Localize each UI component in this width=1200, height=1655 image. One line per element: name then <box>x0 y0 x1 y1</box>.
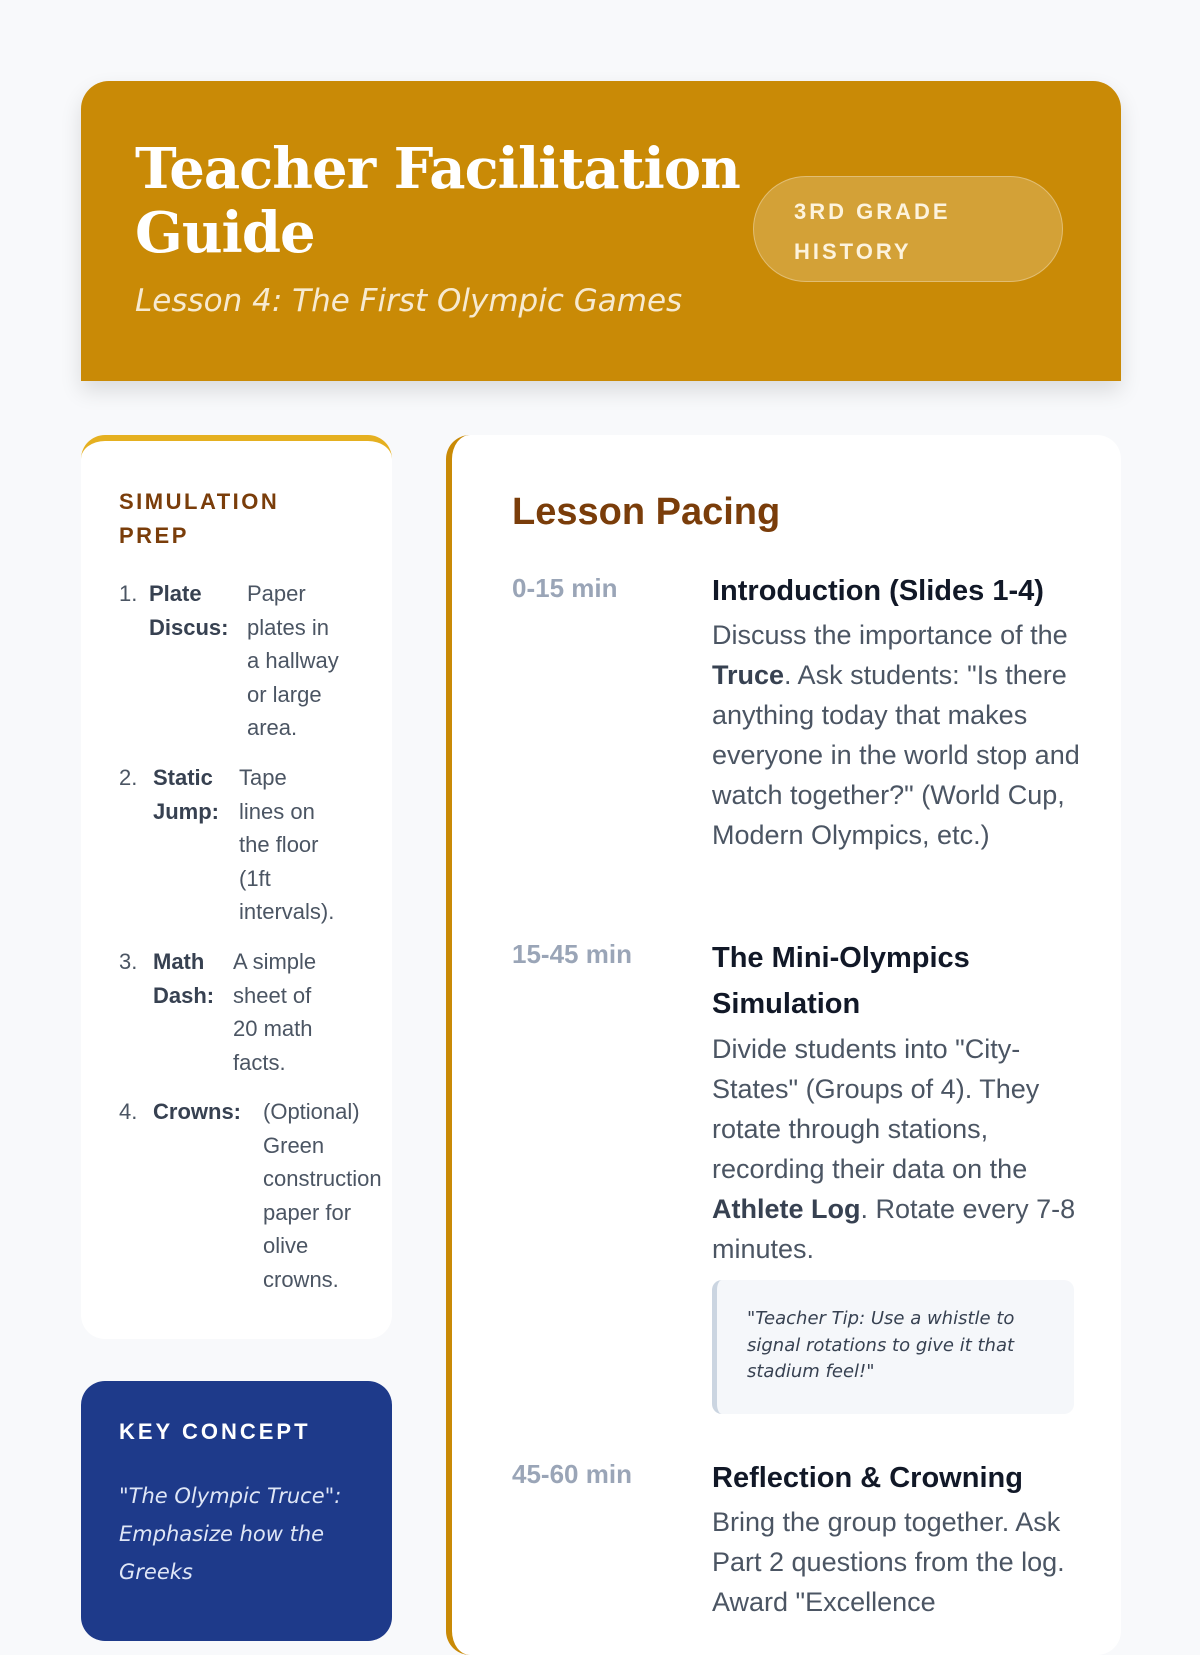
prep-item-desc-line: facts. <box>233 1049 286 1075</box>
page-title: Teacher Facilitation Guide <box>135 136 740 266</box>
prep-item-term-line: Static <box>153 765 213 790</box>
prep-item-desc-line: sheet of <box>233 982 312 1008</box>
pacing-title: Lesson Pacing <box>512 491 781 533</box>
step-desc-text: . Rotate every 7-8 minutes. <box>712 1194 1076 1264</box>
prep-item-desc-line: Paper <box>247 581 306 606</box>
step-time: 0-15 min <box>512 573 618 603</box>
prep-item-number: 1. <box>119 581 138 606</box>
step-title: Introduction (Slides 1-4) <box>712 575 1044 607</box>
prep-item-term-line: Jump: <box>153 798 219 824</box>
step-description <box>712 615 1082 855</box>
lesson-subtitle: Lesson 4: The First Olympic Games <box>135 283 683 319</box>
prep-item-desc-line: (Optional) <box>263 1099 360 1124</box>
prep-item-term-line: Math <box>153 949 205 974</box>
step-description <box>712 1029 1082 1269</box>
prep-item-desc-line: olive <box>263 1233 309 1258</box>
step-title: The Mini-Olympics Simulation <box>712 942 970 1020</box>
prep-item-term <box>153 761 219 828</box>
prep-item-desc-line: the floor <box>239 832 319 857</box>
prep-item-number: 3. <box>119 949 138 974</box>
step-title: Reflection & Crowning <box>712 1462 1023 1494</box>
step-time: 15-45 min <box>512 939 632 969</box>
prep-item-desc-line: area. <box>247 715 298 740</box>
prep-item-number: 2. <box>119 765 138 790</box>
prep-item-term <box>153 1095 241 1129</box>
step-desc-highlight: Truce <box>712 660 785 690</box>
prep-item-desc-line: intervals). <box>239 899 335 924</box>
prep-title-line1: SIMULATION <box>119 489 280 514</box>
grade-badge-line2: HISTORY <box>794 239 912 264</box>
grade-badge <box>753 176 1063 282</box>
prep-item-desc-line: 20 math <box>233 1016 313 1041</box>
prep-item-desc-line: Tape <box>239 765 287 790</box>
prep-item-desc-line: crowns. <box>263 1266 339 1292</box>
prep-title <box>119 485 339 553</box>
prep-item-desc-line: or large <box>247 681 322 707</box>
prep-item-term <box>153 945 214 1012</box>
prep-item-desc-line: paper for <box>263 1199 352 1225</box>
prep-item-desc-line: plates in <box>247 614 329 640</box>
prep-item-desc-line: A simple <box>233 949 317 974</box>
key-concept-card <box>81 1381 392 1641</box>
key-concept-text: "The Olympic Truce": Emphasize how the Greeks <box>119 1484 342 1584</box>
prep-item-desc <box>247 577 339 745</box>
prep-item-desc-line: Green <box>263 1132 325 1158</box>
prep-item-desc-line: a hallway <box>247 648 339 673</box>
simulation-prep-card <box>81 435 392 1339</box>
prep-item-term <box>149 577 228 644</box>
prep-item-desc-line: (1ft <box>239 865 271 891</box>
grade-badge-line1: 3RD GRADE <box>794 199 951 224</box>
prep-item-desc <box>233 945 316 1079</box>
step-desc-highlight: Athlete Log <box>712 1194 861 1224</box>
prep-item-term-line: Plate <box>149 581 202 606</box>
prep-item-desc <box>263 1095 382 1296</box>
teacher-tip-box <box>712 1280 1074 1414</box>
prep-title-line2: PREP <box>119 523 189 548</box>
prep-item-desc-line: construction <box>263 1166 382 1191</box>
prep-item-number: 4. <box>119 1099 138 1124</box>
step-desc-text: . Ask students: "Is there anything today that makes everyone in the world stop and watch together?" (World Cup, Modern Olympics, etc.) <box>712 660 1080 850</box>
step-desc-text: Divide students into "City-States" (Groups of 4). They rotate through stations, recording their data on the <box>712 1034 1040 1184</box>
step-time: 45-60 min <box>512 1459 632 1489</box>
step-desc-text: Discuss the importance of the <box>712 620 1068 650</box>
key-concept-title: KEY CONCEPT <box>119 1419 311 1444</box>
prep-item-term-line: Dash: <box>153 982 215 1008</box>
prep-item-term-line: Crowns: <box>153 1099 241 1124</box>
teacher-tip-text: "Teacher Tip: Use a whistle to signal rotations to give it that stadium feel!" <box>747 1308 1015 1382</box>
prep-item-term-line: Discus: <box>149 614 229 640</box>
step-description <box>712 1502 1082 1622</box>
lesson-pacing-card <box>446 435 1121 1655</box>
guide-header <box>81 81 1121 381</box>
step-desc-text: Bring the group together. Ask Part 2 questions from the log. Award "Excellence <box>712 1507 1065 1617</box>
prep-item-desc-line: lines on <box>239 798 315 824</box>
prep-item-desc <box>239 761 334 929</box>
